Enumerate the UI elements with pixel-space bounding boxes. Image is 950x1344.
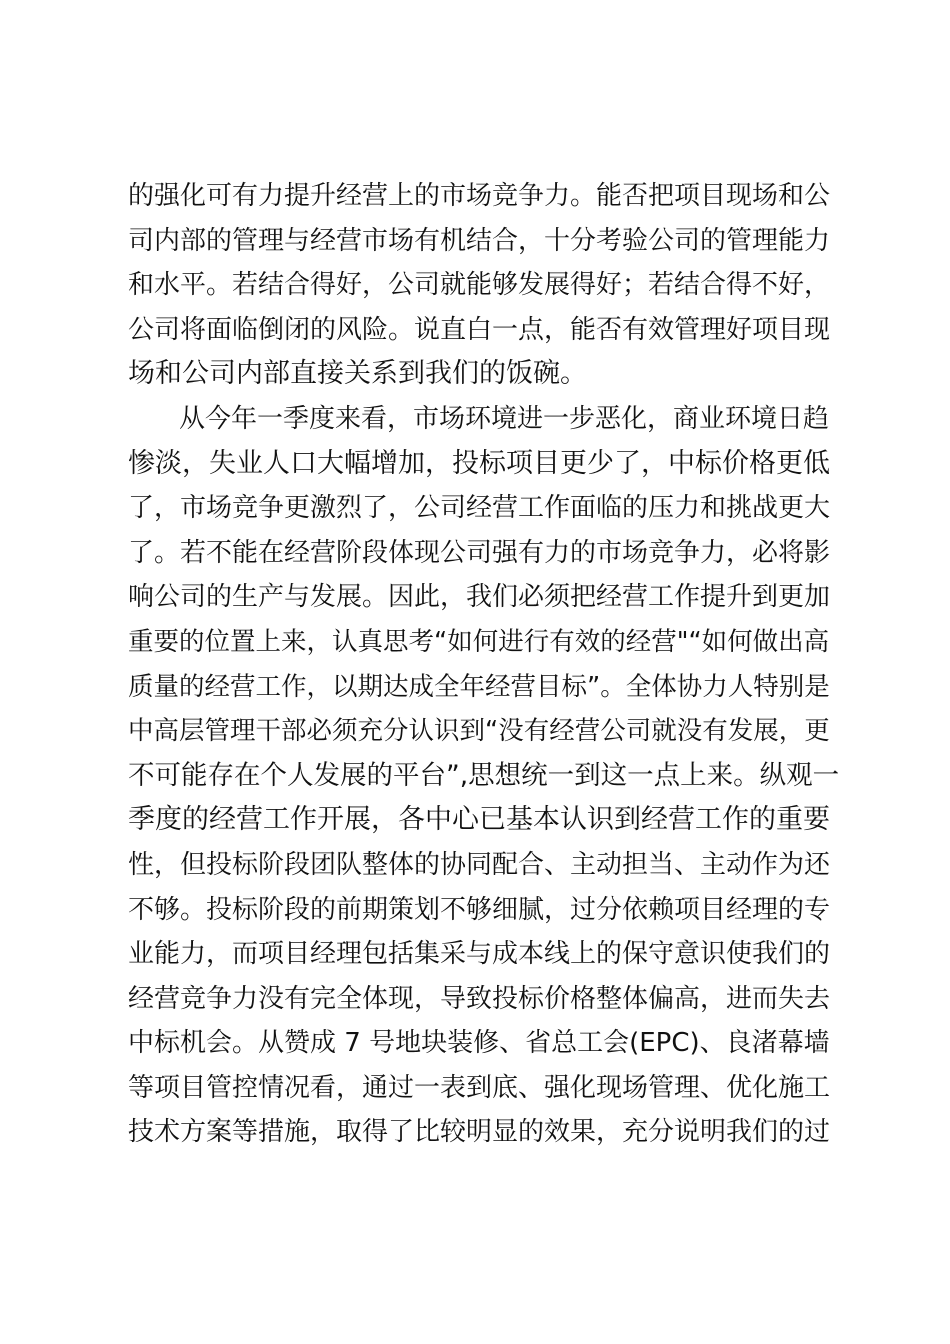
text-line: 性，但投标阶段团队整体的协同配合、主动担当、主动作为还	[128, 849, 831, 880]
text-line: 不可能存在个人发展的平台”,思想统一到这一点上来。纵观一	[128, 759, 840, 791]
text-line: 的强化可有力提升经营上的市场竞争力。能否把项目现场和公	[128, 181, 831, 211]
body-text	[128, 174, 840, 1155]
text-line: 不够。投标阶段的前期策划不够细腻，过分依赖项目经理的专	[128, 894, 831, 925]
paragraph-first-line: 从今年一季度来看，市场环境进一步恶化，商业环境日趋	[179, 403, 830, 434]
text-line: 了，市场竞争更激烈了，公司经营工作面临的压力和挑战更大	[128, 493, 831, 524]
text-line: 重要的位置上来，认真思考“如何进行有效的经营"“如何做出高	[128, 626, 830, 657]
text-line: 中标机会。从赞成 7 号地块装修、省总工会(EPC)、良渚幕墙	[128, 1028, 830, 1059]
text-line: 经营竞争力没有完全体现，导致投标价格整体偏高，进而失去	[128, 983, 831, 1014]
text-line: 技术方案等措施，取得了比较明显的效果，充分说明我们的过	[128, 1117, 831, 1148]
text-line: 公司将面临倒闭的风险。说直白一点，能否有效管理好项目现	[128, 314, 831, 345]
text-line: 司内部的管理与经营市场有机结合，十分考验公司的管理能力	[128, 225, 831, 256]
text-line: 中高层管理干部必须充分认识到“没有经营公司就没有发展，更	[128, 716, 830, 747]
text-line: 业能力，而项目经理包括集采与成本线上的保守意识使我们的	[128, 939, 831, 970]
text-line: 季度的经营工作开展，各中心已基本认识到经营工作的重要	[128, 804, 830, 836]
text-line: 惨淡，失业人口大幅增加，投标项目更少了，中标价格更低	[128, 447, 830, 479]
text-line: 质量的经营工作，以期达成全年经营目标”。全体协力人特别是	[128, 671, 830, 702]
text-line: 场和公司内部直接关系到我们的饭碗。	[128, 358, 587, 390]
text-line: 响公司的生产与发展。因此，我们必须把经营工作提升到更加	[128, 582, 831, 613]
text-line: 和水平。若结合得好，公司就能够发展得好；若结合得不好，	[128, 270, 831, 301]
text-line: 等项目管控情况看，通过一表到底、强化现场管理、优化施工	[128, 1072, 831, 1103]
text-line: 了。若不能在经营阶段体现公司强有力的市场竞争力，必将影	[128, 537, 831, 568]
